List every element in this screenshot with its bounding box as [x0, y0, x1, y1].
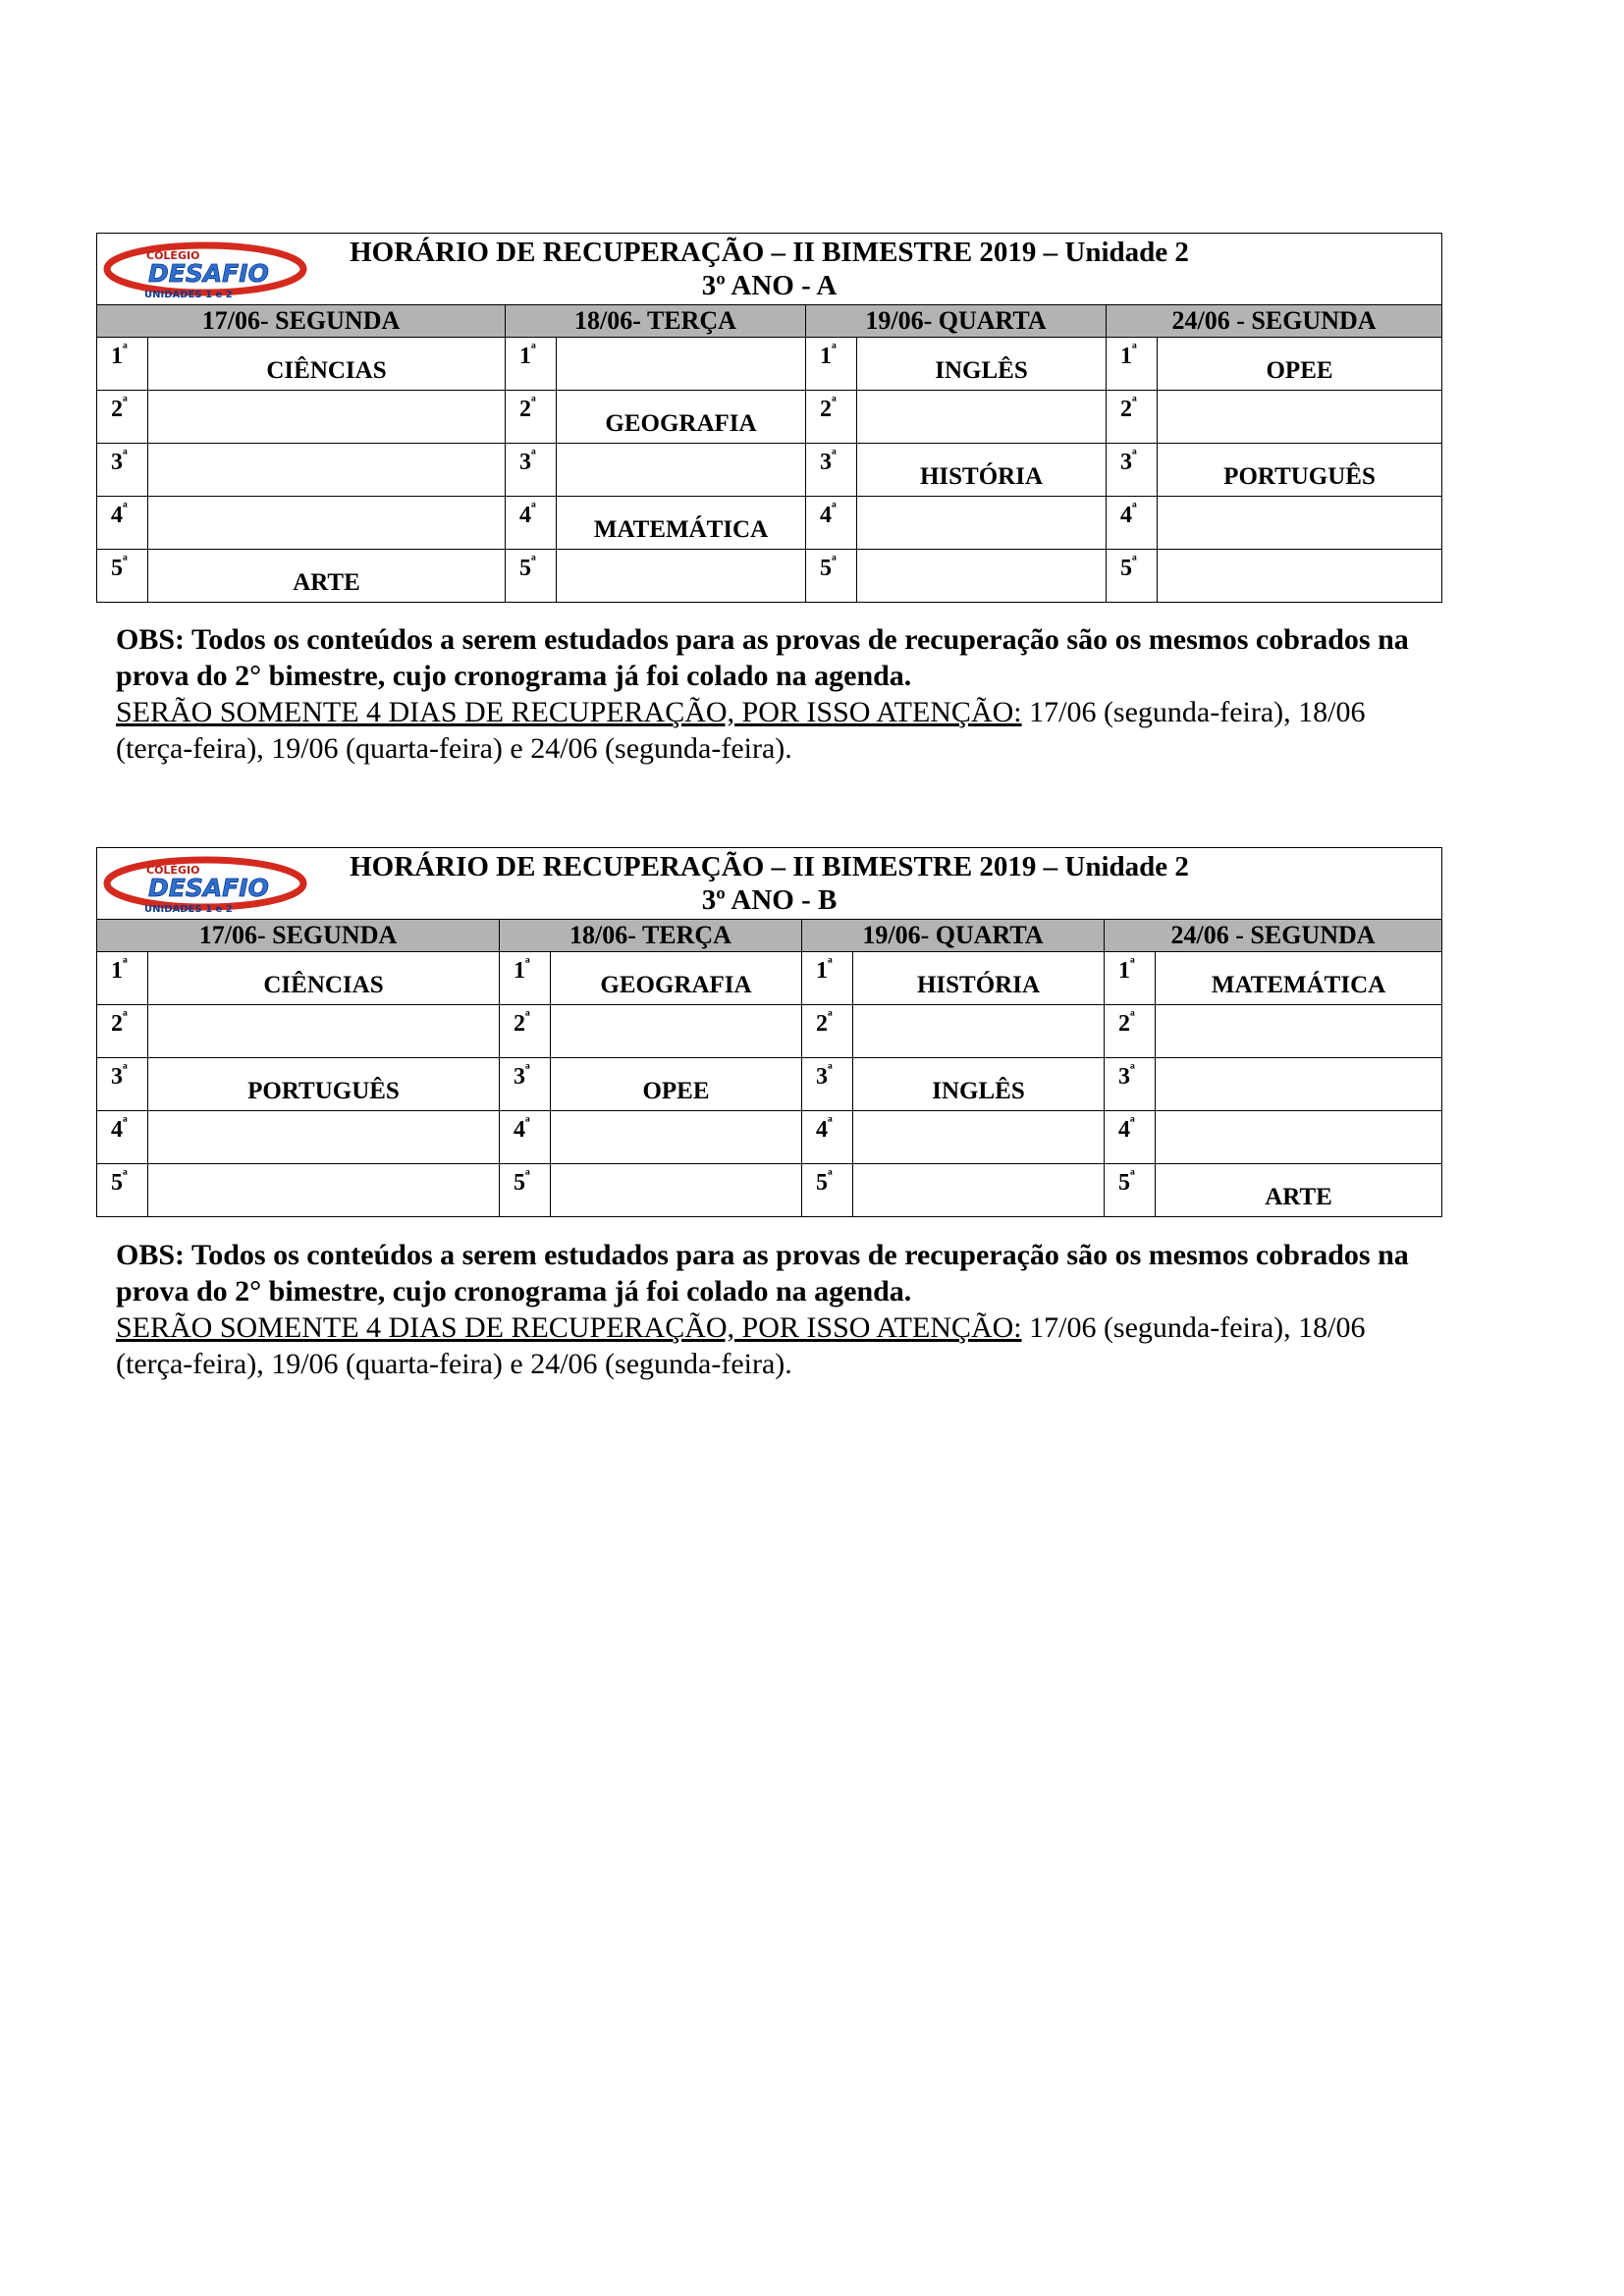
- subject-cell: [1158, 391, 1442, 444]
- period-number: $1^ª$: [500, 952, 551, 1005]
- subject-cell: ARTE: [1156, 1164, 1442, 1217]
- day-header: 17/06- SEGUNDA: [97, 305, 506, 338]
- subject-cell: GEOGRAFIA: [557, 391, 806, 444]
- logo-brand-text: DESAFIO: [148, 259, 269, 288]
- period-row: [97, 497, 1442, 550]
- period-number: $5^ª$: [97, 1164, 148, 1217]
- obs-bold-text: OBS: Todos os conteúdos a serem estudados para as provas de recuperação são os mesmos cobrados na prova do 2° bimestre, cujo cronograma já foi colado na agenda.: [116, 1239, 1409, 1308]
- subject-cell: CIÊNCIAS: [148, 952, 500, 1005]
- logo-small-text: COLÉGIO: [146, 864, 200, 877]
- period-number: $2^ª$: [1105, 1005, 1156, 1058]
- subject-cell: GEOGRAFIA: [551, 952, 802, 1005]
- period-number: $5^ª$: [802, 1164, 853, 1217]
- period-number: $2^ª$: [97, 391, 148, 444]
- colegio-desafio-logo: [103, 854, 317, 915]
- period-number: $5^ª$: [506, 550, 557, 603]
- period-number: $4^ª$: [806, 497, 857, 550]
- period-row: [97, 1005, 1442, 1058]
- period-number: $4^ª$: [802, 1111, 853, 1164]
- day-header: 18/06- TERÇA: [500, 920, 802, 952]
- period-number: $5^ª$: [1105, 1164, 1156, 1217]
- period-number: $1^ª$: [1107, 338, 1158, 391]
- subject-cell: [557, 550, 806, 603]
- subject-cell: [148, 497, 506, 550]
- subject-cell: [853, 1111, 1105, 1164]
- subject-cell: CIÊNCIAS: [148, 338, 506, 391]
- period-row: [97, 952, 1442, 1005]
- period-row: [97, 338, 1442, 391]
- subject-cell: [853, 1005, 1105, 1058]
- period-number: $1^ª$: [506, 338, 557, 391]
- period-number: $4^ª$: [500, 1111, 551, 1164]
- period-number: $3^ª$: [802, 1058, 853, 1111]
- subject-cell: INGLÊS: [853, 1058, 1105, 1111]
- subject-cell: [1156, 1111, 1442, 1164]
- period-number: $2^ª$: [506, 391, 557, 444]
- period-number: $2^ª$: [97, 1005, 148, 1058]
- schedule-header: [97, 848, 1442, 920]
- subject-cell: ARTE: [148, 550, 506, 603]
- period-number: $4^ª$: [1107, 497, 1158, 550]
- subject-cell: [148, 1164, 500, 1217]
- schedule-header: [97, 234, 1442, 305]
- subject-cell: INGLÊS: [857, 338, 1107, 391]
- period-number: $5^ª$: [500, 1164, 551, 1217]
- period-number: $2^ª$: [1107, 391, 1158, 444]
- period-number: $3^ª$: [806, 444, 857, 497]
- subject-cell: [557, 444, 806, 497]
- period-number: $5^ª$: [1107, 550, 1158, 603]
- subject-cell: OPEE: [551, 1058, 802, 1111]
- obs-dates-text: 17/06 (segunda-feira), 18/06 (terça-feira), 19/06 (quarta-feira) e 24/06 (segunda-feira).: [116, 1311, 1366, 1380]
- schedule-table-3a: [96, 233, 1442, 603]
- subject-cell: [148, 1111, 500, 1164]
- period-number: $1^ª$: [97, 952, 148, 1005]
- subject-cell: [1158, 497, 1442, 550]
- colegio-desafio-logo: [103, 240, 317, 300]
- period-number: $1^ª$: [802, 952, 853, 1005]
- period-row: [97, 444, 1442, 497]
- subject-cell: [857, 550, 1107, 603]
- subject-cell: HISTÓRIA: [857, 444, 1107, 497]
- period-number: $5^ª$: [806, 550, 857, 603]
- subject-cell: MATEMÁTICA: [1156, 952, 1442, 1005]
- subject-cell: [148, 444, 506, 497]
- period-number: $5^ª$: [97, 550, 148, 603]
- subject-cell: [857, 497, 1107, 550]
- period-number: $2^ª$: [802, 1005, 853, 1058]
- subject-cell: PORTUGUÊS: [1158, 444, 1442, 497]
- subject-cell: [551, 1164, 802, 1217]
- period-number: $3^ª$: [1107, 444, 1158, 497]
- obs-note: [116, 1237, 1432, 1382]
- day-header: 24/06 - SEGUNDA: [1107, 305, 1442, 338]
- logo-brand-text: DESAFIO: [148, 874, 269, 902]
- period-number: $2^ª$: [806, 391, 857, 444]
- subject-cell: [1156, 1005, 1442, 1058]
- period-number: $1^ª$: [806, 338, 857, 391]
- period-row: [97, 391, 1442, 444]
- subject-cell: [1158, 550, 1442, 603]
- subject-cell: [551, 1111, 802, 1164]
- obs-dates-text: 17/06 (segunda-feira), 18/06 (terça-feira), 19/06 (quarta-feira) e 24/06 (segunda-feira).: [116, 696, 1366, 765]
- subject-cell: [857, 391, 1107, 444]
- period-row: [97, 550, 1442, 603]
- subject-cell: [551, 1005, 802, 1058]
- subject-cell: OPEE: [1158, 338, 1442, 391]
- period-row: [97, 1164, 1442, 1217]
- subject-cell: MATEMÁTICA: [557, 497, 806, 550]
- schedule-title: HORÁRIO DE RECUPERAÇÃO – II BIMESTRE 2019 – Unidade 2: [350, 851, 1189, 882]
- logo-small-text: COLÉGIO: [146, 249, 200, 262]
- period-row: [97, 1058, 1442, 1111]
- subject-cell: [1156, 1058, 1442, 1111]
- period-number: $4^ª$: [506, 497, 557, 550]
- day-header: 24/06 - SEGUNDA: [1105, 920, 1442, 952]
- logo-units-text: UNIDADES 1 e 2: [144, 290, 233, 300]
- logo-units-text: UNIDADES 1 e 2: [144, 904, 233, 915]
- period-number: $1^ª$: [1105, 952, 1156, 1005]
- period-number: $3^ª$: [506, 444, 557, 497]
- period-number: $1^ª$: [97, 338, 148, 391]
- obs-underlined-text: SERÃO SOMENTE 4 DIAS DE RECUPERAÇÃO, POR ISSO ATENÇÃO:: [116, 1311, 1022, 1344]
- period-row: [97, 1111, 1442, 1164]
- period-number: $3^ª$: [500, 1058, 551, 1111]
- period-number: $4^ª$: [1105, 1111, 1156, 1164]
- period-number: $3^ª$: [1105, 1058, 1156, 1111]
- subject-cell: PORTUGUÊS: [148, 1058, 500, 1111]
- period-number: $3^ª$: [97, 1058, 148, 1111]
- period-number: $4^ª$: [97, 497, 148, 550]
- subject-cell: [148, 1005, 500, 1058]
- period-number: $3^ª$: [97, 444, 148, 497]
- subject-cell: [557, 338, 806, 391]
- subject-cell: [853, 1164, 1105, 1217]
- schedule-subtitle: 3º ANO - B: [701, 884, 838, 916]
- day-header: 18/06- TERÇA: [506, 305, 806, 338]
- subject-cell: [148, 391, 506, 444]
- period-number: $4^ª$: [97, 1111, 148, 1164]
- day-header: 17/06- SEGUNDA: [97, 920, 500, 952]
- day-header: 19/06- QUARTA: [806, 305, 1107, 338]
- obs-bold-text: OBS: Todos os conteúdos a serem estudados para as provas de recuperação são os mesmos cobrados na prova do 2° bimestre, cujo cronograma já foi colado na agenda.: [116, 623, 1409, 692]
- obs-underlined-text: SERÃO SOMENTE 4 DIAS DE RECUPERAÇÃO, POR ISSO ATENÇÃO:: [116, 696, 1022, 728]
- schedule-title: HORÁRIO DE RECUPERAÇÃO – II BIMESTRE 2019 – Unidade 2: [350, 237, 1189, 268]
- schedule-table-3b: [96, 847, 1442, 1217]
- schedule-subtitle: 3º ANO - A: [701, 270, 838, 301]
- day-header: 19/06- QUARTA: [802, 920, 1105, 952]
- period-number: $2^ª$: [500, 1005, 551, 1058]
- obs-note: [116, 621, 1432, 767]
- subject-cell: HISTÓRIA: [853, 952, 1105, 1005]
